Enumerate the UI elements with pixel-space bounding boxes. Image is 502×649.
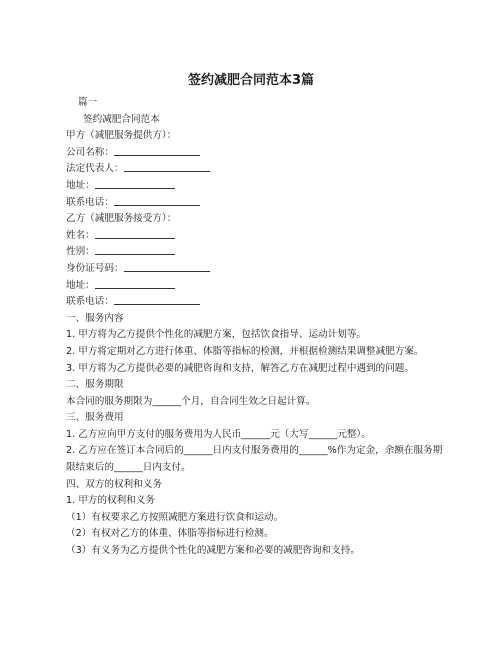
document-line	[66, 95, 446, 112]
line-text: （3）有义务为乙方提供个性化的减肥方案和必要的减肥咨询和支持。	[66, 545, 360, 557]
document-line	[71, 112, 446, 129]
line-text: 性别：	[66, 246, 95, 258]
document-line	[66, 244, 446, 261]
document-title: 签约减肥合同范本3篇	[187, 73, 315, 88]
line-text: 1. 乙方应向甲方支付的服务费用为人民币______元（大写______元整）。	[66, 428, 371, 440]
document-line	[66, 543, 446, 560]
document-line	[66, 211, 446, 228]
document-line	[66, 510, 446, 527]
document-line	[66, 344, 446, 361]
document-line	[66, 128, 446, 145]
line-text: （2）有权对乙方的体重、体脂等指标进行检测。	[66, 528, 274, 540]
document-line	[66, 228, 446, 245]
document-line	[66, 327, 446, 344]
line-text: （1）有权要求乙方按照减肥方案进行饮食和运动。	[66, 511, 284, 523]
document-line	[66, 278, 446, 295]
line-text: 一、服务内容	[66, 312, 124, 324]
fill-in-blank	[95, 228, 175, 239]
line-text: 法定代表人：	[66, 163, 124, 175]
line-text: 身份证号码：	[66, 262, 124, 274]
line-text: 甲方（减肥服务提供方）：	[66, 130, 177, 142]
line-text: 1. 甲方将为乙方提供个性化的减肥方案，包括饮食指导、运动计划等。	[66, 329, 367, 341]
document-line	[66, 361, 446, 378]
document-body	[66, 95, 446, 560]
fill-in-blank	[114, 195, 200, 206]
document-line	[66, 526, 446, 543]
document-line	[66, 377, 446, 394]
fill-in-blank	[124, 161, 210, 172]
line-text: 地址：	[66, 279, 95, 291]
fill-in-blank	[95, 278, 175, 289]
document-line	[66, 493, 446, 510]
line-text: 2. 乙方应在签订本合同后的______日内支付服务费用的______%作为定金，余额在服务期限结束后的______日内支付。	[66, 445, 443, 474]
document-line	[66, 427, 446, 444]
line-text: 篇一	[78, 97, 98, 108]
line-text: 3. 甲方将为乙方提供必要的减肥咨询和支持，解答乙方在减肥过程中遇到的问题。	[66, 362, 414, 374]
line-text: 联系电话：	[66, 296, 114, 308]
line-text: 签约减肥合同范本	[83, 113, 160, 125]
document-line	[66, 178, 446, 195]
document-line	[66, 261, 446, 278]
document-line	[66, 394, 446, 411]
line-text: 公司名称：	[66, 146, 114, 158]
line-text: 二、服务期限	[66, 379, 124, 391]
line-text: 1. 甲方的权利和义务	[66, 495, 155, 507]
line-text: 本合同的服务期限为______个月，自合同生效之日起计算。	[66, 395, 316, 407]
line-text: 地址：	[66, 179, 95, 191]
document-line	[66, 311, 446, 328]
document-line	[66, 145, 446, 162]
fill-in-blank	[95, 178, 175, 189]
line-text: 2. 甲方将定期对乙方进行体重、体脂等指标的检测，并根据检测结果调整减肥方案。	[66, 345, 424, 357]
document-line	[66, 195, 446, 212]
line-text: 联系电话：	[66, 196, 114, 208]
line-text: 三、服务费用	[66, 412, 124, 424]
document-line	[66, 294, 446, 311]
line-text: 姓名：	[66, 229, 95, 241]
fill-in-blank	[114, 294, 200, 305]
document-line	[66, 477, 446, 494]
line-text: 乙方（减肥服务接受方）：	[66, 213, 177, 225]
fill-in-blank	[124, 261, 210, 272]
fill-in-blank	[114, 145, 200, 156]
document-line	[66, 410, 446, 427]
line-text: 四、双方的权利和义务	[66, 478, 162, 490]
document-line	[66, 161, 446, 178]
document-line	[66, 443, 446, 476]
fill-in-blank	[95, 244, 175, 255]
